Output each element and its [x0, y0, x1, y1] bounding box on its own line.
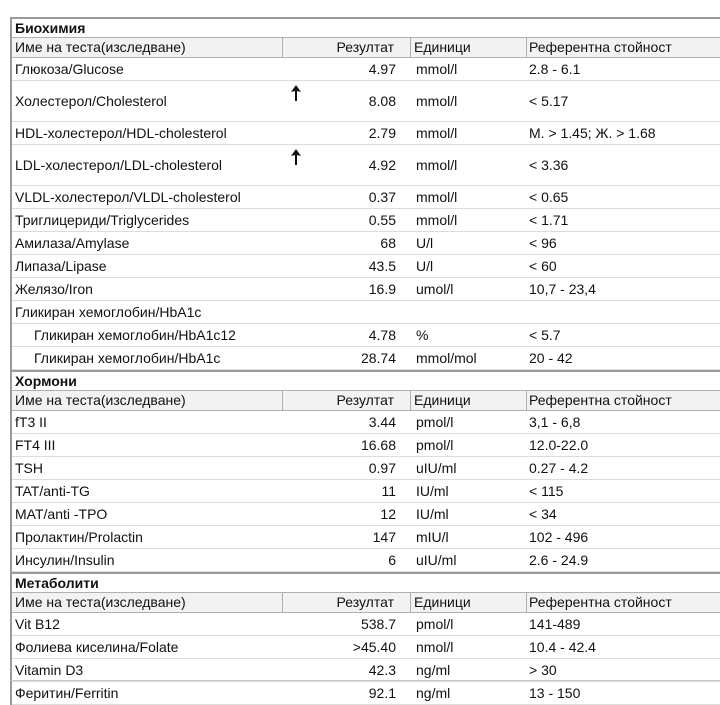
test-reference: 3,1 - 6,8 — [529, 414, 581, 430]
test-name: Амилаза/Amylase — [15, 235, 130, 251]
test-name: Vit B12 — [15, 616, 60, 632]
test-reference: < 34 — [529, 506, 557, 522]
high-value-arrow-icon — [290, 85, 302, 101]
test-name: FT4 III — [15, 437, 56, 453]
test-unit — [416, 301, 524, 323]
test-result: 12 — [380, 506, 396, 522]
table-row — [12, 549, 720, 572]
test-unit: mmol/l — [416, 212, 458, 228]
test-result: 2.79 — [368, 125, 396, 141]
section-title: Хормони — [12, 370, 720, 391]
table-row — [12, 186, 720, 209]
table-row — [12, 301, 720, 324]
test-result — [282, 301, 396, 323]
test-name: Vitamin D3 — [15, 662, 84, 678]
header-column-divider — [282, 38, 283, 57]
table-row — [12, 255, 720, 278]
test-reference: < 3.36 — [529, 157, 569, 173]
table-row — [12, 209, 720, 232]
table-row — [12, 232, 720, 255]
test-result: 11 — [381, 483, 396, 499]
table-row — [12, 480, 720, 503]
table-row — [12, 122, 720, 145]
test-unit: mmol/mol — [416, 350, 477, 366]
test-result: 8.08 — [368, 93, 396, 109]
test-unit: ng/ml — [416, 685, 451, 701]
test-name: Глюкоза/Glucose — [15, 61, 124, 77]
header-column-divider — [282, 391, 283, 410]
test-unit: uIU/ml — [416, 552, 457, 568]
test-name: Желязо/Iron — [15, 281, 93, 297]
table-row — [12, 526, 720, 549]
test-name: VLDL-холестерол/VLDL-cholesterol — [15, 189, 241, 205]
test-reference: > 30 — [529, 662, 557, 678]
table-row — [12, 411, 720, 434]
test-unit: pmol/l — [416, 414, 454, 430]
column-header-unit: Единици — [414, 39, 471, 55]
test-reference: 20 - 42 — [529, 350, 573, 366]
header-column-divider — [410, 391, 411, 410]
test-name: LDL-холестерол/LDL-cholesterol — [15, 157, 223, 173]
test-name: TSH — [15, 460, 43, 476]
test-result: 6 — [388, 552, 396, 568]
test-unit: mmol/l — [416, 157, 458, 173]
test-result: 4.92 — [368, 157, 396, 173]
table-row — [12, 659, 720, 682]
test-unit: IU/ml — [416, 483, 449, 499]
test-name: Гликиран хемоглобин/HbA1c — [15, 304, 202, 320]
test-reference: 10.4 - 42.4 — [529, 639, 596, 655]
test-unit: ng/ml — [416, 662, 451, 678]
column-header-result: Резултат — [336, 39, 394, 55]
test-reference: < 0.65 — [529, 189, 569, 205]
test-name: Фолиева киселина/Folate — [15, 639, 179, 655]
test-reference: М. > 1.45; Ж. > 1.68 — [529, 125, 656, 141]
table-row — [12, 636, 720, 659]
table-header — [12, 391, 720, 411]
test-unit: pmol/l — [416, 437, 454, 453]
test-reference — [529, 301, 719, 323]
table-row — [12, 347, 720, 370]
test-result: 68 — [380, 235, 396, 251]
column-header-reference: Референтна стойност — [529, 392, 672, 408]
test-reference: < 115 — [529, 483, 564, 499]
test-name: Триглицериди/Triglycerides — [15, 212, 190, 228]
column-header-result: Резултат — [336, 594, 394, 610]
table-row — [12, 457, 720, 480]
header-column-divider — [410, 38, 411, 57]
test-reference: < 5.7 — [529, 327, 561, 343]
test-name: fT3 II — [15, 414, 47, 430]
test-unit: % — [416, 327, 429, 343]
column-header-result: Резултат — [336, 392, 394, 408]
header-column-divider — [526, 391, 527, 410]
test-result: 42.3 — [368, 662, 396, 678]
test-unit: mIU/l — [416, 529, 449, 545]
test-reference: 2.8 - 6.1 — [529, 61, 581, 77]
test-reference: 2.6 - 24.9 — [529, 552, 589, 568]
section-title: Биохимия — [12, 19, 720, 38]
test-result: 0.55 — [368, 212, 396, 228]
lab-results-report — [10, 17, 720, 705]
header-column-divider — [526, 593, 527, 612]
high-value-arrow-icon — [290, 149, 302, 165]
test-name: Гликиран хемоглобин/HbA1c — [34, 350, 221, 366]
test-unit: nmol/l — [416, 639, 454, 655]
test-reference: 13 - 150 — [529, 685, 581, 701]
test-name: Инсулин/Insulin — [15, 552, 115, 568]
test-unit: mmol/l — [416, 93, 458, 109]
test-unit: mmol/l — [416, 125, 458, 141]
test-unit: pmol/l — [416, 616, 454, 632]
test-result: 0.37 — [368, 189, 396, 205]
table-row — [12, 81, 720, 122]
test-result: 16.9 — [368, 281, 396, 297]
test-reference: < 5.17 — [529, 93, 569, 109]
test-name: Феритин/Ferritin — [15, 685, 119, 701]
column-header-name: Име на теста(изследване) — [15, 594, 186, 610]
table-header — [12, 593, 720, 613]
test-name: Холестерол/Cholesterol — [15, 93, 167, 109]
footer-divider — [10, 680, 720, 681]
test-result: 4.97 — [368, 61, 396, 77]
table-row — [12, 503, 720, 526]
table-row — [12, 613, 720, 636]
header-column-divider — [282, 593, 283, 612]
test-result: 92.1 — [368, 685, 396, 701]
test-unit: IU/ml — [416, 506, 449, 522]
test-result: 4.78 — [368, 327, 396, 343]
header-column-divider — [526, 38, 527, 57]
test-name: Гликиран хемоглобин/HbA1c12 — [34, 327, 236, 343]
test-unit: uIU/ml — [416, 460, 457, 476]
table-row — [12, 145, 720, 186]
test-reference: < 1.71 — [529, 212, 569, 228]
test-unit: umol/l — [416, 281, 454, 297]
test-unit: U/l — [416, 235, 434, 251]
table-row — [12, 434, 720, 457]
test-name: TAT/anti-TG — [15, 483, 90, 499]
table-row — [12, 58, 720, 81]
test-unit: U/l — [416, 258, 434, 274]
test-result: 147 — [372, 529, 396, 545]
test-reference: 12.0-22.0 — [529, 437, 589, 453]
table-header — [12, 38, 720, 58]
test-name: HDL-холестерол/HDL-cholesterol — [15, 125, 227, 141]
header-column-divider — [410, 593, 411, 612]
test-reference: < 60 — [529, 258, 557, 274]
column-header-reference: Референтна стойност — [529, 594, 672, 610]
test-result: 28.74 — [360, 350, 396, 366]
test-name: MAT/anti -TPO — [15, 506, 108, 522]
table-row — [12, 324, 720, 347]
column-header-name: Име на теста(изследване) — [15, 392, 186, 408]
test-result: 0.97 — [368, 460, 396, 476]
table-row — [12, 682, 720, 705]
test-reference: 0.27 - 4.2 — [529, 460, 589, 476]
column-header-unit: Единици — [414, 392, 471, 408]
test-reference: 10,7 - 23,4 — [529, 281, 596, 297]
test-result: 43.5 — [368, 258, 396, 274]
section-title: Метаболити — [12, 572, 720, 593]
test-result: >45.40 — [352, 639, 396, 655]
test-name: Пролактин/Prolactin — [15, 529, 143, 545]
test-result: 538.7 — [360, 616, 396, 632]
column-header-name: Име на теста(изследване) — [15, 39, 186, 55]
test-unit: mmol/l — [416, 189, 458, 205]
test-reference: < 96 — [529, 235, 557, 251]
column-header-reference: Референтна стойност — [529, 39, 672, 55]
test-name: Липаза/Lipase — [15, 258, 107, 274]
test-result: 3.44 — [368, 414, 396, 430]
table-row — [12, 278, 720, 301]
test-reference: 141-489 — [529, 616, 581, 632]
test-reference: 102 - 496 — [529, 529, 589, 545]
test-result: 16.68 — [360, 437, 396, 453]
column-header-unit: Единици — [414, 594, 471, 610]
test-unit: mmol/l — [416, 61, 458, 77]
